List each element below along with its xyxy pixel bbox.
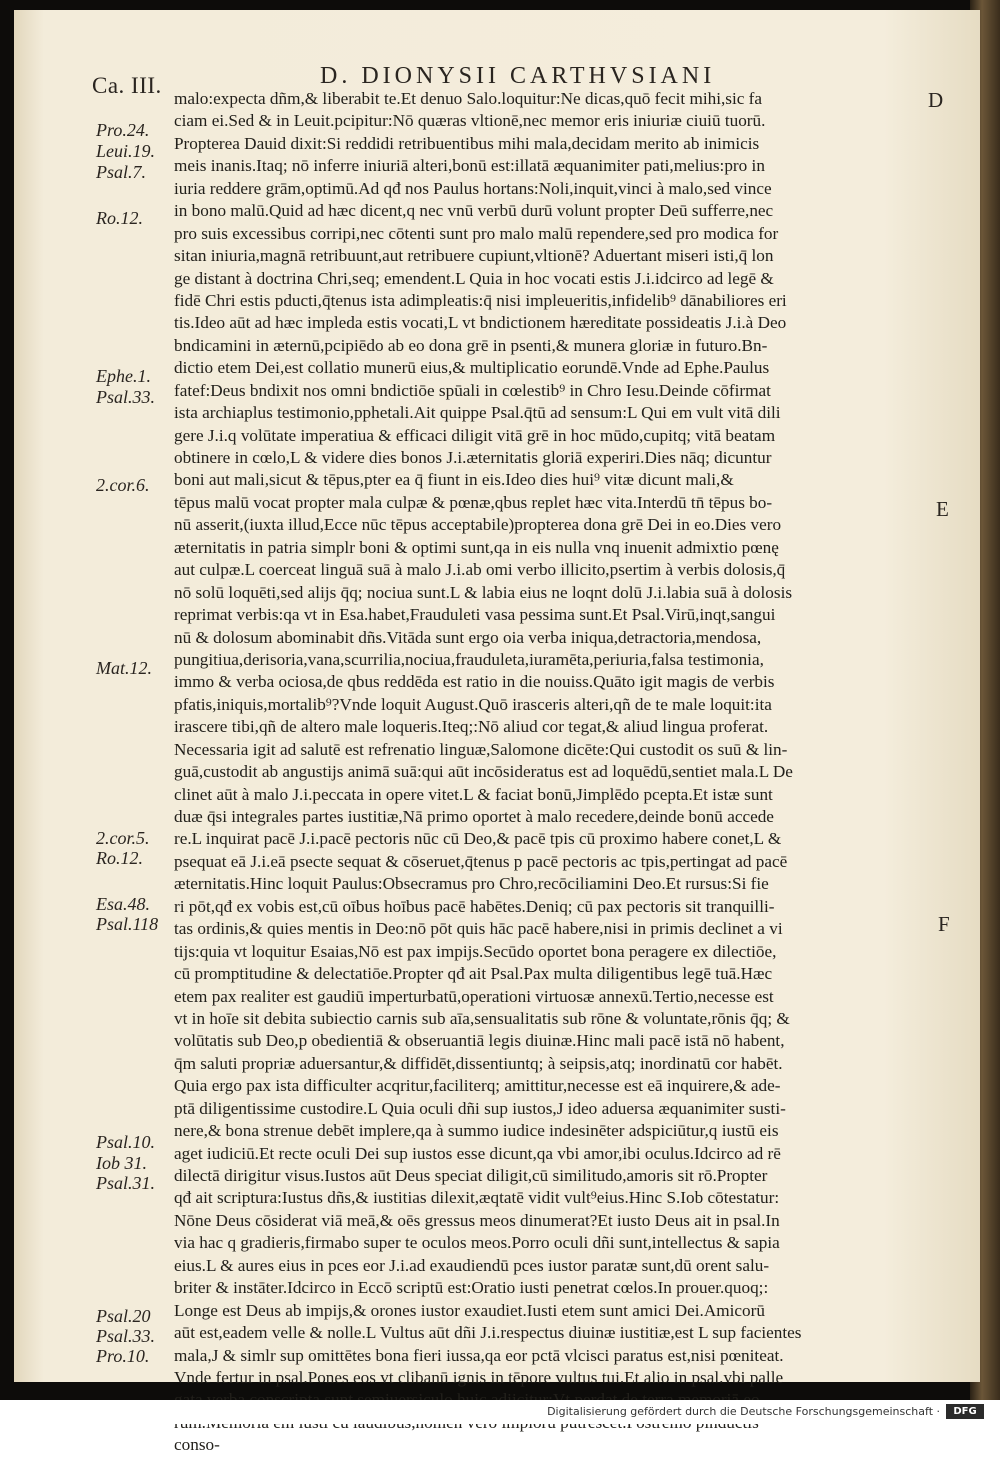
text-line: guā,custodit ab angustijs animā suā:qui aūt incōsideratus est ad loquēdū,sentiet mala.L De (174, 762, 793, 782)
text-line: re.L inquirat pacē J.i.pacē pectoris nūc cū Deo,& pacē tpis cū proximo habere conet,L & (174, 829, 782, 849)
margin-reference: Psal.7. (96, 162, 147, 182)
text-line: malo:expecta dñm,& liberabit te.Et denuo Salo.loquitur:Ne dicas,quō fecit mihi,sic fa (174, 89, 763, 108)
text-line: fatef:Deus bndixit nos omni bndictiōe spūali in cœlestib⁹ in Chro Iesu.Deinde cōfirmat (174, 380, 771, 400)
footer-bar (0, 1400, 1000, 1424)
margin-reference: Psal.20 (96, 1306, 151, 1326)
text-line: psequat eā J.i.eā psecte sequat & cōseruet,q̄tenus p pacē pectoris ac tpis,pertingat ad pacē (174, 851, 788, 871)
margin-reference: Ephe.1. (96, 366, 151, 386)
text-line: dictio etem Dei,est collatio munerū eius,& multiplicatio eorundē.Vnde ad Ephe.Paulus (174, 358, 770, 378)
funding-credit: Digitalisierung gefördert durch die Deutsche Forschungsgemeinschaft · (547, 1405, 940, 1418)
text-line: tēpus malū vocat propter mala culpæ & pœnæ,qbus replet hæc vita.Interdū tn̄ tēpus bo- (174, 492, 773, 512)
text-line: Nōne Deus cōsiderat viā meā,& oēs gressus meos dinumerat?Et iusto Deus ait in psal.In (174, 1210, 780, 1230)
text-line: nū asserit,(iuxta illud,Ecce nūc tēpus acceptabile)propterea dona grē Dei in eo.Dies vero (174, 515, 782, 535)
margin-reference: Esa.48. (96, 894, 150, 914)
text-line: pfatis,iniquis,mortalib⁹?Vnde loquit August.Quō irasceris alteri,qñ de te male loquit:ita (174, 694, 772, 714)
margin-reference: Mat.12. (96, 658, 152, 678)
running-title: D. DIONYSII CARTHVSIANI (320, 63, 716, 89)
text-line: obtinere in cœlo,L & videre dies bonos J.i.æternitatis gloriā experiri.Dies nāq; dicuntur (174, 448, 772, 467)
text-line: tas ordinis,& quies mentis in Deo:nō pōt quis hāc pacē habere,nisi in primis declinet a vi (174, 919, 783, 939)
margin-reference: Psal.33. (96, 387, 156, 407)
text-line: ista archiaplus testimonio,pphetali.Ait quippe Psal.q̄tū ad sensum:L Qui em vult vitā dili (174, 403, 781, 423)
text-line: fidē Chri estis pducti,q̄tenus ista adimpleatis:q̄ nisi impleueritis,infidelib⁹ dānabiliores eri (174, 290, 787, 310)
text-line: ptā diligentissime custodire.L Quia oculi dñi sup iustos,J ideo aduersa æquanimiter susti- (174, 1098, 786, 1118)
text-line: immo & verba ociosa,de qbus reddēda est ratio in die nouiss.Quāto igit magis de verbis (174, 672, 775, 692)
margin-reference: Iob 31. (96, 1153, 147, 1173)
text-line: cū promptitudine & delectatiōe.Propter qđ ait Psal.Pax multa diligentibus legē tuā.Hæc (174, 964, 773, 984)
dfg-logo: DFG (946, 1404, 984, 1419)
text-line: volūtatis sub Deo,p obedientiā & obseruantiā legis diuinæ.Hinc mali pacē istā nō habent, (174, 1031, 785, 1051)
text-line: aget iudiciū.Et recte oculi Dei sup iustos esse dicunt,qa vbi amor,ibi oculus.Idcirco ad rē (174, 1143, 781, 1163)
text-line: qđ ait scriptura:Iustus dñs,& iustitias dilexit,æqtatē vidit vult⁹eius.Hinc S.Iob cōtestatur: (174, 1188, 780, 1208)
text-line: irascere tibi,qñ de altero male loqueris.Iteq;:Nō aliud cor tegat,& aliud lingua proferat. (174, 717, 769, 737)
text-line: æternitatis.Hinc loquit Paulus:Obsecramus pro Chro,recōciliamini Deo.Et rursus:Si fie (174, 874, 769, 894)
text-line: mala,J & simlr sup omittētes bona fieri iussa,qa eor pctā vlcisci paratus est,nisi pœniteat. (174, 1345, 784, 1365)
margin-reference: Psal.31. (96, 1173, 156, 1193)
text-line: ri pōt,qđ ex vobis est,cū oībus hoībus pacē habētes.Deniq; cū pax pectoris sit tranquilli- (174, 896, 775, 916)
text-line: Propterea Dauid dixit:Si reddidi retribuentibus mihi mala,decidam merito ab inimicis (174, 133, 760, 153)
text-line: sitan iniuria,magnā retribuunt,aut retribuere cupiunt,vltionē? Aduertant miseri isti,q̄ lon (174, 246, 774, 266)
text-line: via hac q gradieris,firmabo super te oculos meos.Porro oculi dñi sunt,intellectus & sapia (174, 1233, 780, 1253)
margin-reference: 2.cor.6. (96, 475, 150, 495)
text-line: aūt est,eadem velle & nolle.L Vultus aūt dñi J.i.respectus diuinæ iustitiæ,est L sup facientes (174, 1323, 802, 1343)
text-line: briter & instāter.Idcirco in Eccō scriptū est:Oratio iusti penetrat cœlos.In prouer.quoq;: (174, 1278, 769, 1298)
text-line: conso- (174, 1435, 220, 1455)
margin-reference: Leui.19. (96, 141, 156, 161)
text-line: aut culpæ.L coerceat linguā suā à malo J.i.ab omi verbo illicito,psertim à verbis dolosis,q̄ (174, 560, 786, 580)
text-line: vt in hoīe sit debita subiectio carnis sub aīa,sensualitatis sub rōne & voluntate,rōnis q̄q; & (174, 1008, 790, 1028)
margin-reference: 2.cor.5. (96, 828, 150, 848)
text-line: clinet aūt à malo J.i.peccata in opere vitet.L & faciat bonū,Jimplēdo pcepta.Et istæ sunt (174, 784, 773, 804)
text-line: dilectā dirigitur visus.Iustos aūt Deus speciat diligit,cū similitudo,amoris sit rō.Propter (174, 1166, 768, 1185)
text-line: nere,& bona strenue debēt implere,qa à summo iudice indesinēter adspiciūtur,q iustū eis (174, 1121, 779, 1141)
text-line: tijs:quia vt loquitur Esaias,Nō est pax impijs.Secūdo oportet bona peragere ex dilectiōe, (174, 941, 777, 961)
text-line: gere J.i.q volūtate imperatiua & efficaci diligit vitā grē in hoc mūdo,cupitq; vitā beatam (174, 425, 776, 445)
text-line: boni aut mali,sicut & tēpus,pter ea q̄ fiunt in eis.Ideo dies hui⁹ vitæ dicunt mali,& (174, 470, 734, 490)
text-line: etem pax realiter est gaudiū imperturbatū,operationi virtuosæ annexū.Tertio,necesse est (174, 986, 774, 1006)
text-line: Quia ergo pax ista difficulter acqritur,faciliterq; amittitur,necesse est eā inquirere,& ade- (174, 1076, 781, 1096)
margin-reference: Psal.10. (96, 1132, 156, 1152)
text-line: q̄m saluti propriæ aduersantur,& diffidēt,dissentiuntq; à seipsis,atq; inordinatū cor habēt. (174, 1053, 783, 1073)
margin-reference: Ro.12. (96, 848, 143, 868)
text-line: Longe est Deus ab impijs,& orones iustor exaudiet.Iusti etem sunt amici Dei.Amicorū (174, 1300, 765, 1320)
text-line: eius.L & aures eius in pces eor J.i.ad exaudiendū pces iustor paratæ sunt,dū orent salu- (174, 1255, 770, 1275)
margin-reference: Ro.12. (96, 208, 143, 228)
text-line: nū & dolosum abominabit dñs.Vitāda sunt ergo oia verba iniqua,detractoria,mendosa, (174, 627, 762, 647)
section-letter-e: E (936, 497, 949, 521)
text-line: æternitatis in patria simplr boni & optimi sunt,qa in eis nulla vnq inuenit admixtio pœnę (174, 537, 779, 557)
margin-reference: Psal.33. (96, 1326, 156, 1346)
text-line: Vnde fertur in psal.Pones eos vt clibanū ignis in tēpore vultus tui.Et alio in psal.vbi palle (174, 1367, 784, 1387)
text-line: reprimat verbis:qa vt in Esa.habet,Frauduleti vasa pessima sunt.Et Psal.Virū,inqt,sangui (174, 605, 776, 625)
margin-reference: Psal.118 (96, 914, 159, 934)
text-line: Necessaria igit ad salutē est refrenatio linguæ,Salomone dicēte:Qui custodit os suū & lin- (174, 739, 788, 759)
text-line: nō solū loquēti,sed alijs q̄q; nociua sunt.L & labia eius ne loqnt dolū J.i.labia suā à dolosis (174, 582, 793, 602)
text-line: meis inanis.Itaq; nō inferre iniuriā alteri,bonū est:illatā æquanimiter pati,melius:pro in (174, 156, 765, 176)
margin-reference: Pro.24. (96, 120, 150, 140)
text-line: in bono malū.Quid ad hæc dicent,q nec vnū verbū durū volunt propter Deū sufferre,nec (174, 201, 774, 221)
text-line: tis.Ideo aūt ad hæc impleda estis vocati,L vt bndictionem hæreditate possideatis J.i.à Deo (174, 313, 787, 333)
text-line: ciam ei.Sed & in Leuit.pcipitur:Nō quæras vltionē,nec memor eris iniuriæ ciuiū tuorū. (174, 111, 766, 131)
text-line: duæ q̄si integrales partes iustitiæ,Nā primo oportet à malo recedere,deinde bonū accede (174, 807, 774, 826)
text-line: bndicamini in æternū,pcipiēdo ab eo dona grē in psenti,& munera gloriæ in futuro.Bn- (174, 335, 768, 355)
margin-reference: Pro.10. (96, 1346, 150, 1366)
text-line: pro suis excessibus corripi,nec cōtenti sunt pro malo malū rependere,sed pro modica for (174, 223, 779, 243)
text-line: pungitiua,derisoria,vana,scurrilia,nociua,frauduleta,iuramēta,periuria,falsa testimonia, (174, 649, 764, 669)
section-letter-d: D (928, 88, 944, 112)
main-text-column (174, 88, 934, 1457)
section-letter-f: F (938, 912, 950, 936)
chapter-label: Ca. III. (92, 73, 162, 98)
text-line: ge distant à doctrina Chri,seq; emendent.L Quia in hoc vocati estis J.i.idcirco ad legē & (174, 268, 774, 288)
text-line: iuria reddere grām,optimū.Ad qđ nos Paulus hortans:Noli,inquit,vinci à malo,sed vince (174, 178, 772, 198)
